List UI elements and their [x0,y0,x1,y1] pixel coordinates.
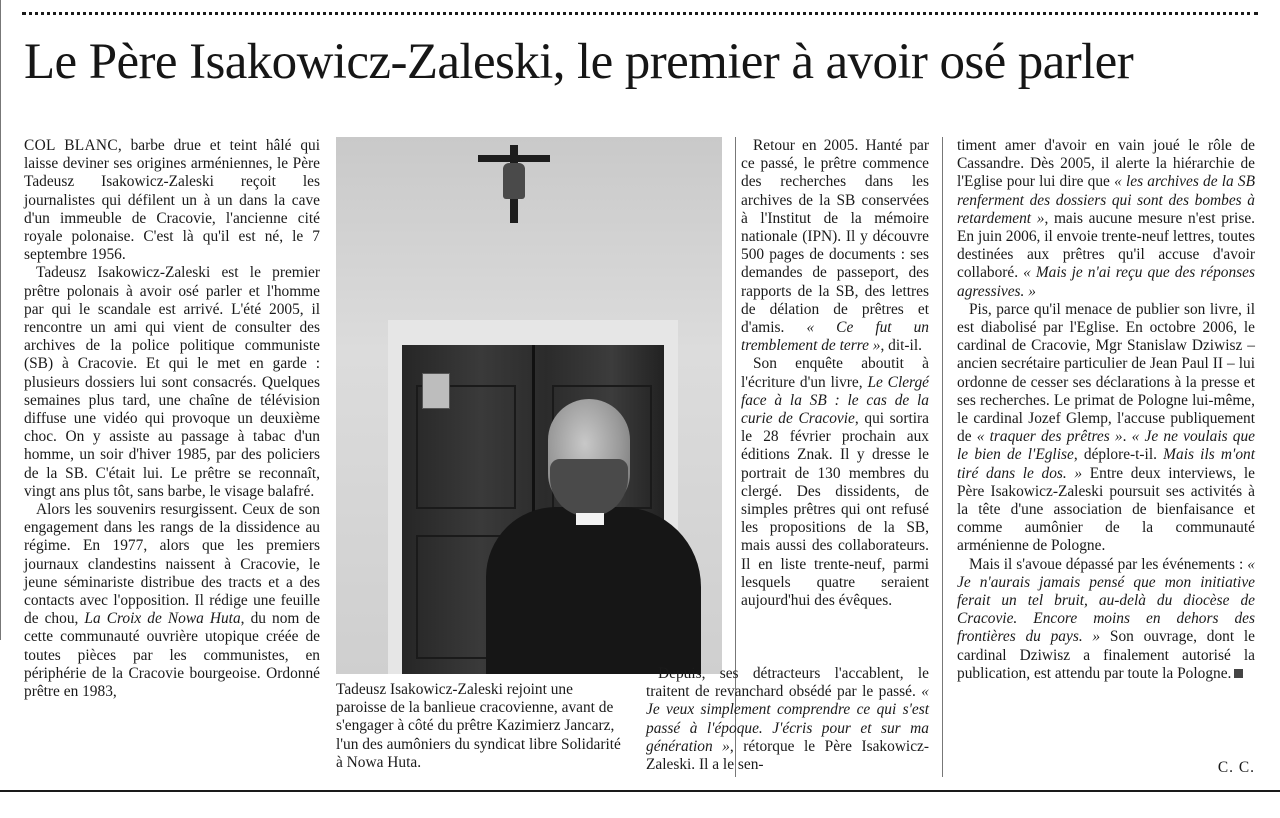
paragraph [957,556,1255,683]
paragraph-text: Depuis, ses détracteurs l'accablent, le traitent de revanchard obsédé par le passé. [646,665,929,701]
quote: « Ce fut un tremblement de terre » [741,319,929,355]
quote: « Je ne voulais que le bien de l'Eglise [957,428,1256,464]
priest-photo [336,137,722,674]
paragraph: Tadeusz Isakowicz-Zaleski est le premier prêtre polonais à avoir osé parler et l'homme par qui le scandale est arrivé. L'été 2005, il rencontre un ami qui vient de consulter des archives de la police politique communiste (SB) à Cracovie. Et qui le met en garde : plusieurs dossiers lui sont consacrés. Quelques semaines plus tard, une chaîne de télévision diffuse une vidéo qui provoque un deuxième choc. On y assiste au passage à tabac d'un homme, un soir d'hiver 1985, par des policiers de la SB. C'était lui. Le prêtre se reconnaît, vingt ans plus tôt, sans barbe, le visage balafré. [24,264,320,500]
paragraph-text: Son ouvrage, dont le cardinal Dziwisz a finalement autorisé la publication, est attendu par toute la Pologne. [957,628,1255,682]
paragraph [741,137,929,355]
paragraph-text: timent amer d'avoir en vain joué le rôle de Cassandre. Dès 2005, il alerte la hiérarchie de l'Eglise pour lui dire que [957,137,1255,191]
paragraph-text: Pis, parce qu'il menace de publier son livre, il est diabolisé par l'Eglise. En octobre 2006, le cardinal de Cracovie, Mgr Stanislaw Dziwisz – ancien secrétaire particulier de Jean Paul II – lui ordonne de cesser ses déclarations à la presse et ses recherches. Le primat de Pologne lui-même, le cardinal Jozef Glemp, l'accuse publiquement de [957,300,1255,446]
paragraph-text: . [1122,428,1132,446]
paragraph [957,137,1255,301]
headline: Le Père Isakowicz-Zaleski, le premier à avoir osé parler [24,34,1134,90]
bottom-rule [0,790,1280,792]
paragraph [24,137,320,264]
quote: Mais ils m'ont tiré dans le dos. » [957,446,1255,482]
top-dotted-rule [22,12,1258,15]
article-column-4 [957,137,1255,777]
paragraph-text: Retour en 2005. Hanté par ce passé, le prêtre commence des recherches dans les archives de la SB conservées à l'Institut de la mémoire nationale (IPN). Il y découvre 500 pages de documents : ses demandes de passeport, des rapports de la SB, des lettres de délation de prêtres et d'amis. [741,137,929,337]
column-rule [0,0,1,640]
paper-title: La Croix de Nowa Huta [84,610,241,628]
quote: « traquer des prêtres » [976,428,1123,446]
end-mark-icon [1234,669,1243,678]
door-notice [422,373,450,409]
paragraph [957,301,1255,556]
paragraph-text: , qui sortira le 28 février prochain aux éditions Znak. Il y dresse le portrait de 130 membres du clergé. Des dissidents, de simples prêtres qui ont refusé les propositions de la SB, mais aussi des collaborateurs. Il en liste trente-neuf, parmi lesquels quatre seraient aujourd'hui des évêques. [741,410,930,610]
priest-coat [486,507,701,674]
paragraph [24,501,320,701]
paragraph-text: , du nom de cette communauté ouvrière utopique créée de toutes pièces par les communistes, en périphérie de la Cracovie bourgeoise. Ordonné prêtre en 1983, [24,610,320,701]
quote: « les archives de la SB renferment des dossiers qui sont des bombes à retardement » [957,173,1255,227]
column-rule [942,137,943,777]
book-title: Le Clergé face à la SB : le cas de la curie de Cracovie [741,373,929,428]
photo-caption [336,681,626,772]
paragraph-text: , mais aucune mesure n'est prise. En juin 2006, il envoie trente-neuf lettres, toutes destinées aux prêtres qu'il accuse d'avoir collaboré. [957,209,1255,282]
paragraph-text: , dit-il. [880,337,922,355]
paragraph-text: Entre deux interviews, le Père Isakowicz-Zaleski poursuit ses activités à la tête d'une association de bienfaisance et comme aumônier de la communauté arménienne de Pologne. [957,464,1256,555]
crucifix-figure [503,163,525,199]
quote: « Mais je n'ai reçu que des réponses agressives. » [957,264,1255,300]
clerical-collar [576,513,604,525]
paragraph-text: Mais il s'avoue dépassé par les événements : [969,555,1248,573]
caption-text: Tadeusz Isakowicz-Zaleski rejoint une paroisse de la banlieue cracovienne, avant de s'engager à côté du prêtre Kazimierz Jancarz, l'un des aumôniers du syndicat libre Solidarité à Nowa Huta. [336,681,621,771]
author-initials: C. C. [1217,758,1255,776]
paragraph-text: , rétorque le Père Isakowicz-Zaleski. Il a le sen- [646,737,929,774]
paragraph [646,665,929,774]
article-column-3-continued [646,665,929,774]
lead-in: COL BLANC [24,137,118,154]
paragraph-text: , barbe drue et teint hâlé qui laisse deviner ses origines arméniennes, le Père Tadeusz Isakowicz-Zaleski reçoit les journalistes qui défilent un à un dans la cave d'un immeuble de Cracovie, l'ancienne cité royale polonaise. C'est là qu'il est né, le 7 septembre 1956. [24,137,320,264]
article-column-1 [24,137,320,701]
paragraph-text: , déplore-t-il. [1073,446,1164,464]
paragraph-text: Alors les souvenirs resurgissent. Ceux de son engagement dans les rangs de la dissidence au régime. En 1977, alors que les premiers journaux clandestins naissent à Cracovie, le jeune séminariste distribue des tracts et a des contacts avec l'opposition. Il rédige une feuille de chou, [24,501,320,628]
paragraph-text: Son enquête aboutit à l'écriture d'un livre, [741,355,929,391]
quote: « Je veux simplement comprendre ce qui s'est passé à l'époque. J'écris pour et sur ma génération » [646,683,929,755]
paragraph [741,355,929,610]
quote: « Je n'aurais jamais pensé que mon initiative ferait un tel bruit, au-delà du diocèse de Cracovie. Encore moins en dehors des frontières du pays. » [957,555,1255,646]
article-column-3 [741,137,929,610]
